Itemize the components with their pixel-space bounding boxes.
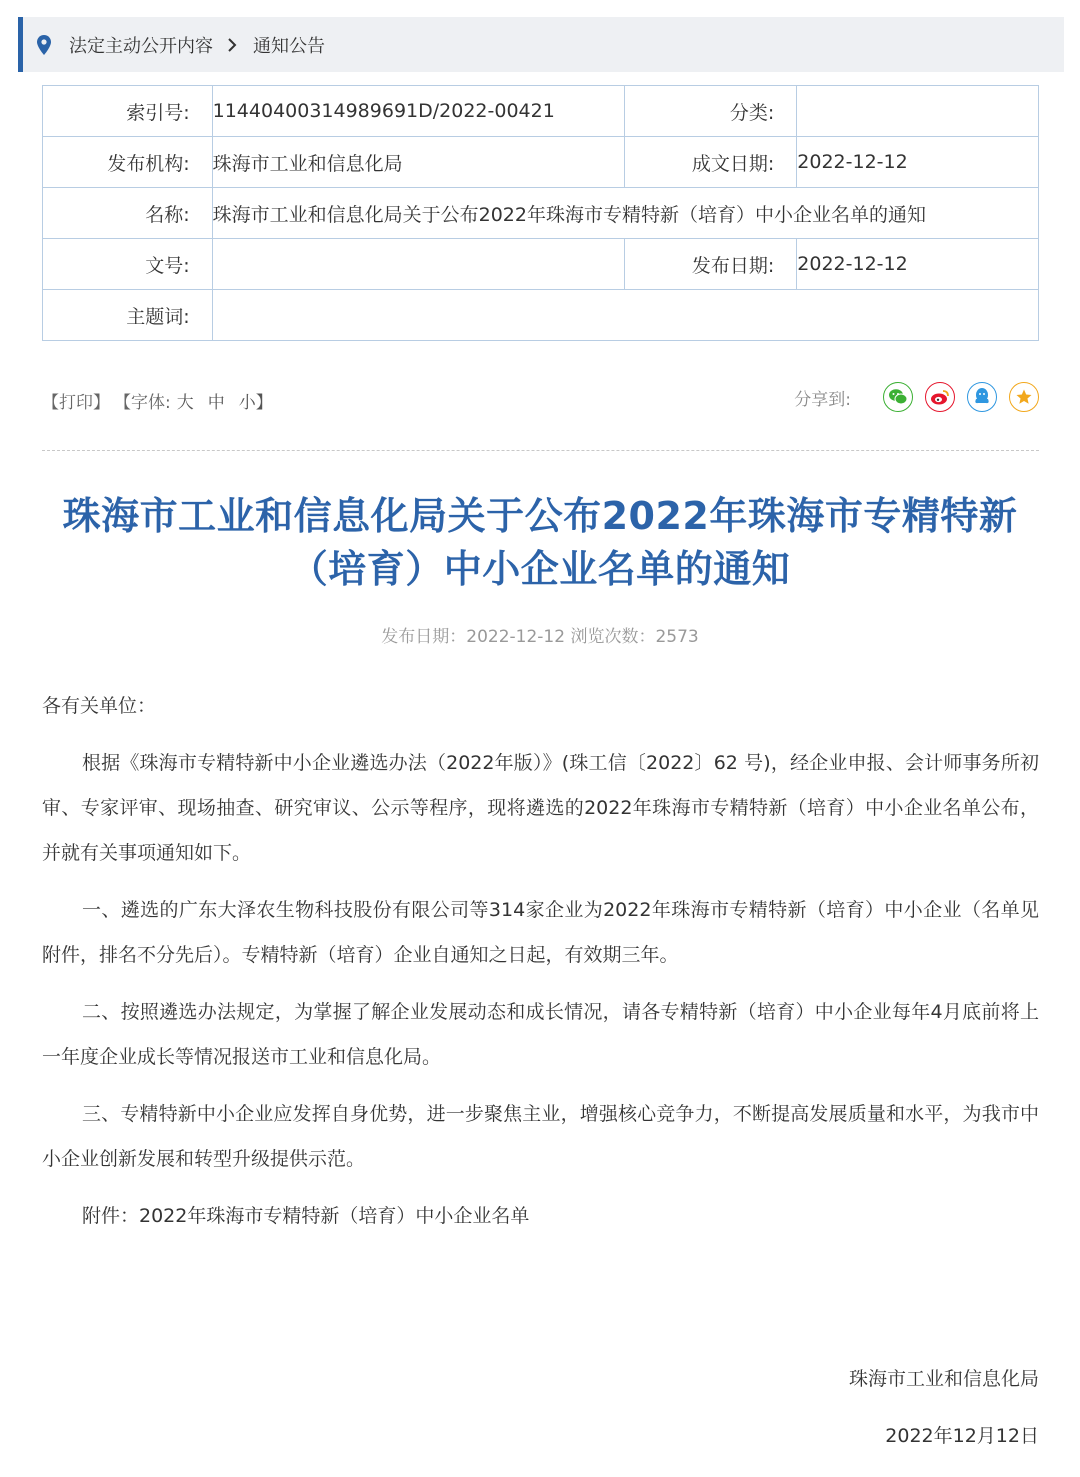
publisher-value: 珠海市工业和信息化局 [212,137,625,188]
share-label: 分享到: [794,389,851,410]
font-large-button[interactable]: 大 [176,393,194,413]
breadcrumb [18,17,1064,72]
chevron-right-icon [227,38,237,52]
name-value: 珠海市工业和信息化局关于公布2022年珠海市专精特新（培育）中小企业名单的通知 [212,188,1038,239]
article-body [42,684,1039,1251]
attachment-link[interactable]: 附件：2022年珠海市专精特新（培育）中小企业名单 [82,1205,530,1227]
publish-date-label: 发布日期: [625,239,797,290]
document-info-table [42,85,1039,341]
breadcrumb-item-public-content[interactable]: 法定主动公开内容 [69,35,213,57]
paragraph-3: 三、专精特新中小企业应发挥自身优势，进一步聚焦主业，增强核心竞争力，不断提高发展质量和水平，为我市中小企业创新发展和转型升级提供示范。 [42,1103,1039,1170]
category-label: 分类: [625,86,797,137]
font-size-label: 【字体: [114,393,171,413]
salutation: 各有关单位： [42,695,157,717]
wechat-icon[interactable] [883,382,913,412]
paragraph-2: 二、按照遴选办法规定，为掌握了解企业发展动态和成长情况，请各专精特新（培育）中小企业每年4月底前将上一年度企业成长等情况报送市工业和信息化局。 [42,1001,1039,1068]
signature-date: 2022年12月12日 [885,1425,1039,1447]
font-small-button[interactable]: 小】 [238,393,273,413]
doc-number-value [212,239,625,290]
article-title: 珠海市工业和信息化局关于公布2022年珠海市专精特新（培育）中小企业名单的通知 [62,494,1018,591]
divider [42,450,1039,451]
print-button[interactable]: 【打印】 [42,393,110,413]
article-toolbar [42,386,1039,416]
publish-date-value: 2022-12-12 [797,239,1039,290]
name-label: 名称: [43,188,213,239]
written-date-value: 2022-12-12 [797,137,1039,188]
breadcrumb-item-notices[interactable]: 通知公告 [253,35,325,57]
favorite-icon[interactable] [1009,382,1039,412]
keywords-label: 主题词: [43,290,213,341]
font-medium-button[interactable]: 中 [207,393,225,413]
keywords-value [212,290,1038,341]
index-value: 11440400314989691D/2022-00421 [212,86,625,137]
paragraph-1: 一、遴选的广东大泽农生物科技股份有限公司等314家企业为2022年珠海市专精特新（培育）中小企业（名单见附件，排名不分先后）。专精特新（培育）企业自通知之日起，有效期三年。 [42,899,1039,966]
publisher-label: 发布机构: [43,137,213,188]
written-date-label: 成文日期: [625,137,797,188]
location-pin-icon [33,34,55,56]
qq-icon[interactable] [967,382,997,412]
doc-number-label: 文号: [43,239,213,290]
paragraph-intro: 根据《珠海市专精特新中小企业遴选办法（2022年版）》(珠工信〔2022〕62 号)，经企业申报、会计师事务所初审、专家评审、现场抽查、研究审议、公示等程序，现将遴选的2022年珠海市专精特新（培育）中小企业名单公布，并就有关事项通知如下。 [42,752,1039,864]
signature: 珠海市工业和信息化局 [848,1368,1039,1390]
weibo-icon[interactable] [925,382,955,412]
article-pub-info: 发布日期：2022-12-12 浏览次数：2573 [381,627,699,647]
index-label: 索引号: [43,86,213,137]
category-value [797,86,1039,137]
